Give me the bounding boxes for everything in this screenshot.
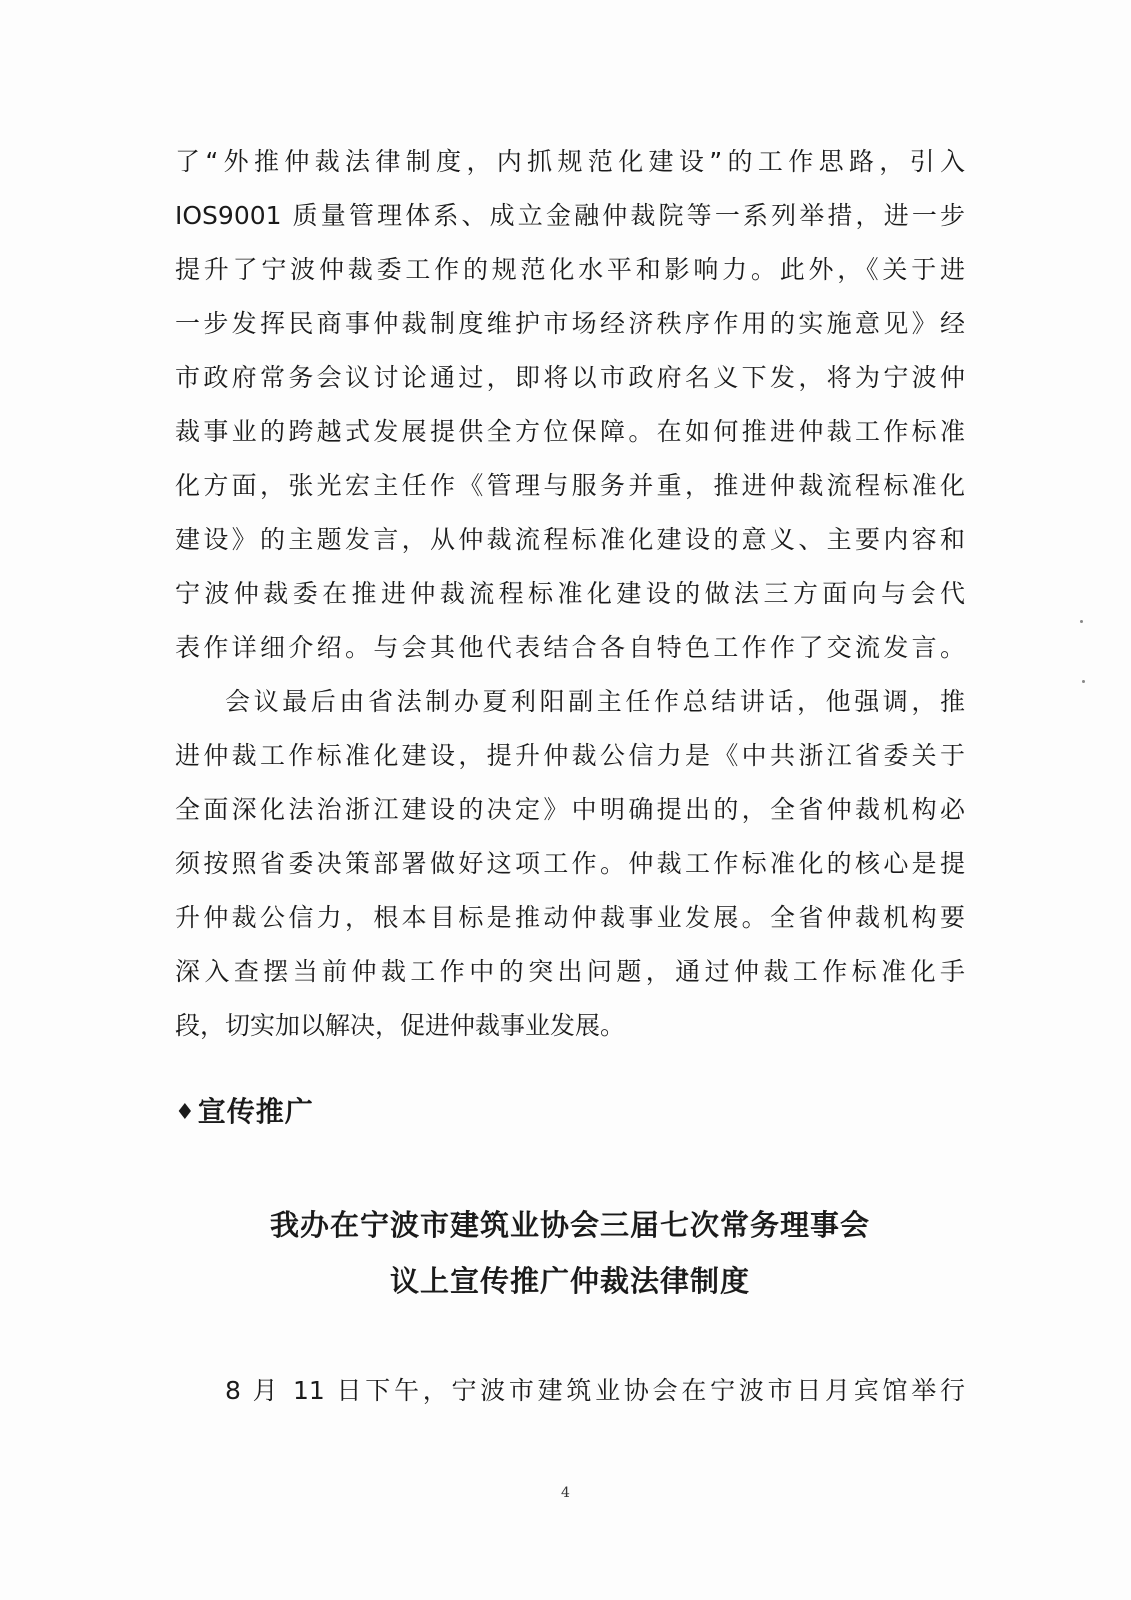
text-line: 升仲裁公信力，根本目标是推动仲裁事业发展。全省仲裁机构要 (175, 903, 965, 932)
text-line: 一步发挥民商事仲裁制度维护市场经济秩序作用的实施意见》经 (175, 309, 965, 338)
text-line: 8 月 11 日下午，宁波市建筑业协会在宁波市日月宾馆举行 (225, 1376, 965, 1405)
paragraph-continuation (175, 135, 965, 675)
text-line: 裁事业的跨越式发展提供全方位保障。在如何推进仲裁工作标准 (175, 417, 965, 446)
text-line: 须按照省委决策部署做好这项工作。仲裁工作标准化的核心是提 (175, 849, 965, 878)
text-line: IOS9001 质量管理体系、成立金融仲裁院等一系列举措，进一步 (175, 201, 965, 230)
text-line: 表作详细介绍。与会其他代表结合各自特色工作作了交流发言。 (175, 633, 965, 662)
section-heading-text: 宣传推广 (197, 1095, 314, 1128)
scan-speck (1082, 680, 1085, 683)
section-heading (175, 1092, 314, 1132)
paragraph-article-body (175, 1364, 965, 1418)
text-line: 市政府常务会议讨论通过，即将以市政府名义下发，将为宁波仲 (175, 363, 965, 392)
article-title-line: 议上宣传推广仲裁法律制度 (389, 1264, 750, 1298)
diamond-bullet-icon: ♦ (175, 1100, 196, 1125)
page-number: 4 (561, 1485, 570, 1501)
scan-speck (1080, 620, 1083, 623)
article-title-line: 我办在宁波市建筑业协会三届七次常务理事会 (269, 1208, 870, 1242)
text-line: 化方面，张光宏主任作《管理与服务并重，推进仲裁流程标准化 (175, 471, 965, 500)
text-line: 全面深化法治浙江建设的决定》中明确提出的，全省仲裁机构必 (175, 795, 965, 824)
paragraph-conclusion (175, 675, 965, 1053)
text-line: 建设》的主题发言，从仲裁流程标准化建设的意义、主要内容和 (175, 525, 965, 554)
text-line: 深入查摆当前仲裁工作中的突出问题，通过仲裁工作标准化手 (175, 957, 965, 986)
text-line: 了“外推仲裁法律制度，内抓规范化建设”的工作思路，引入 (175, 147, 965, 176)
text-line: 进仲裁工作标准化建设，提升仲裁公信力是《中共浙江省委关于 (175, 741, 965, 770)
text-line: 宁波仲裁委在推进仲裁流程标准化建设的做法三方面向与会代 (175, 579, 965, 608)
text-line: 提升了宁波仲裁委工作的规范化水平和影响力。此外，《关于进 (175, 255, 965, 284)
text-line: 段，切实加以解决，促进仲裁事业发展。 (175, 1011, 626, 1040)
text-line: 会议最后由省法制办夏利阳副主任作总结讲话，他强调，推 (225, 687, 965, 716)
